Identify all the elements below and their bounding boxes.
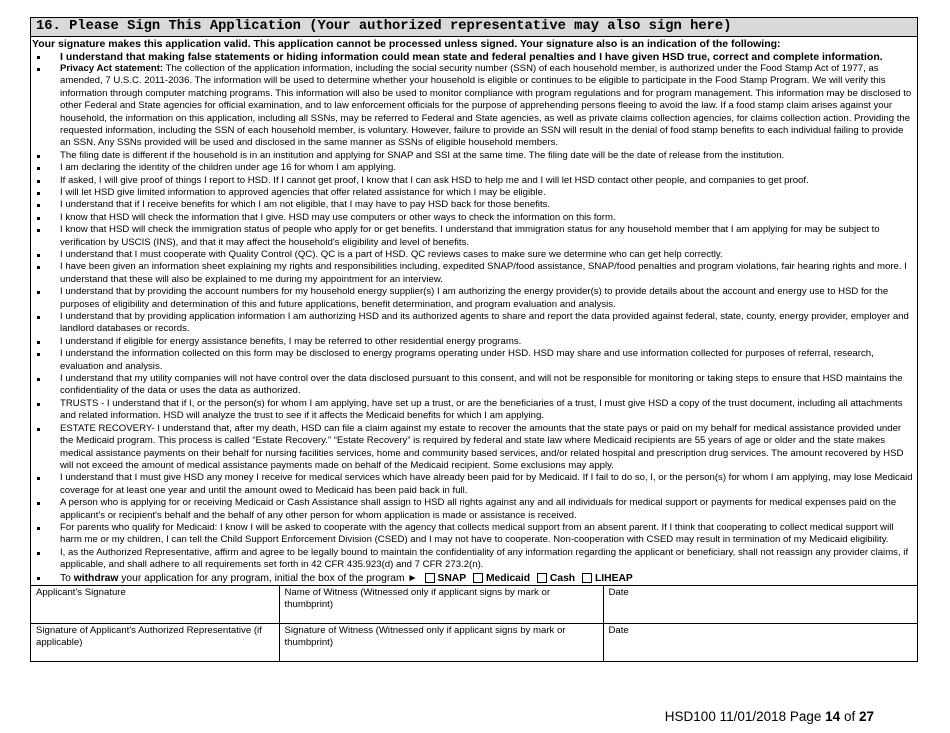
section-title: 16. Please Sign This Application (Your authorized representative may also sign here): [31, 18, 917, 37]
list-item-medical-support: For parents who qualify for Medicaid: I know I will be asked to cooperate with the agency that collects medical support from an absent parent. If I think that cooperating to collect medical support will harm me or my children, I can tell the Child Support Enforcement Division (CSED) and I may not have to cooperate. Non-cooperation with CSED may result in termination of my Medicaid eligibility.: [31, 522, 917, 547]
list-item-check-information: I know that HSD will check the information that I give. HSD may use computers or other ways to check the information on this form.: [31, 212, 917, 224]
list-item-pay-back: I understand that if I receive benefits for which I am not eligible, that I may have to pay HSD back for those benefits.: [31, 199, 917, 211]
medicaid-checkbox[interactable]: [473, 573, 483, 583]
list-item-energy-disclosure: I understand the information collected on this form may be disclosed to energy programs operating under HSD. HSD may share and use information collected for purposes of referral, research, evaluation and analysis.: [31, 348, 917, 373]
withdraw-bold: withdraw: [73, 572, 119, 584]
list-item-data-sharing: I understand that by providing application information I am authorizing HSD and its authorized agents to share and report the data provided against federal, state, county, energy provider, employer and landlord databases or records.: [31, 311, 917, 336]
liheap-checkbox[interactable]: [582, 573, 592, 583]
snap-checkbox[interactable]: [425, 573, 435, 583]
acknowledgement-list: [31, 51, 917, 585]
witness-signature-field[interactable]: Signature of Witness (Witnessed only if applicant signs by mark or thumbprint): [279, 623, 603, 661]
list-item-rights-assignment: A person who is applying for or receiving Medicaid or Cash Assistance shall assign to HSD all rights against any and all individuals for medical support or payments for medical expenses paid on the applicant's or recipient's behalf and the behalf of any other person for whom application is made or assistance is received.: [31, 497, 917, 522]
list-item-authorized-representative: I, as the Authorized Representative, affirm and agree to be legally bound to maintain the confidentiality of any information regarding the applicant or beneficiary, shall not reassign any provider claims, if applicable, and shall adhere to all requirements set forth in 42 CFR 435.923(d) and 7 CFR 273.2(n).: [31, 547, 917, 572]
list-item-medicaid-repayment: I understand that I must give HSD any money I receive for medical services which have already been paid for by Medicaid. If I fail to do so, I, or the person(s) for whom I am applying, may lose Medicaid coverage for at least one year and until the amount owed to Medicaid has been paid back in full.: [31, 472, 917, 497]
representative-signature-field[interactable]: Signature of Applicant's Authorized Representative (if applicable): [31, 623, 279, 661]
list-item-limited-information: I will let HSD give limited information to approved agencies that offer related assistance for which I may be eligible.: [31, 187, 917, 199]
page-footer: [665, 709, 874, 724]
list-item-estate-recovery: ESTATE RECOVERY- I understand that, after my death, HSD can file a claim against my estate to recover the amounts that the state pays or paid on my behalf for medical assistance provided under the Medicaid program. This process is called “Estate Recovery.” “Estate Recovery” is required by federal and state law where Medicaid recipients are 55 years of age or older and the state makes medical assistance payments on their behalf for nursing facilities services, home and community based services, and/or related hospital and prescription drug services. The amount recovered by HSD will not exceed the amount of medical assistance payments made on behalf of the Medicaid recipient. Some exclusions may apply.: [31, 423, 917, 473]
cash-checkbox[interactable]: [537, 573, 547, 583]
form-id: HSD100 11/01/2018 Page: [664, 709, 826, 724]
list-item-utility-control: I understand that my utility companies will not have control over the data disclosed pursuant to this consent, and will not be responsible for monitoring or taking steps to ensure that HSD maintains the confidentiality of the data or uses the data as authorized.: [31, 373, 917, 398]
applicant-signature-field[interactable]: Applicant's Signature: [31, 585, 279, 623]
snap-label: SNAP: [437, 572, 467, 584]
withdraw-post: your application for any program, initial the box of the program: [118, 572, 408, 584]
list-item-trusts: TRUSTS - I understand that if I, or the person(s) for whom I am applying, have set up a trust, or are the beneficiaries of a trust, I must give HSD a copy of the trust document, including all attachments and related information. HSD will analyze the trust to see if it affects the Medicaid benefits for which I am applying.: [31, 398, 917, 423]
witness-name-field[interactable]: Name of Witness (Witnessed only if applicant signs by mark or thumbprint): [279, 585, 603, 623]
liheap-label: LIHEAP: [594, 572, 633, 584]
withdraw-pre: To: [60, 572, 74, 584]
signature-row-applicant: [31, 585, 917, 623]
privacy-act-lead: Privacy Act statement:: [60, 62, 164, 74]
privacy-act-text: The collection of the application information, including the social security number (SSN) of each household member, is authorized under the Food Stamp Act of 1977, as amended, 7 U.S.C. 2011-2036. The information will be used to determine whether your household is eligible or continues to be eligible to participate in the Food Stamp Program. We will verify this information through computer matching programs. This information will also be used to monitor compliance with program regulations and for program management. This information may be disclosed to other Federal and State agencies for official examination, and to law enforcement officials for the purpose of apprehending persons fleeing to avoid the law. If a food stamp claim arises against your household, the information on this application, including all SSNs, may be referred to Federal and State agencies, as well as private claims collection agencies, for claims collection action. Providing the requested information, including the SSN of each household member, is voluntary. However, failure to provide an SSN will result in the denial of food stamp benefits to each individual failing to provide an SSN. Any SSNs provided will be used and disclosed in the same manner as SSNs of eligible household members.: [60, 62, 912, 149]
list-item-energy-referral: I understand if eligible for energy assistance benefits, I may be referred to other residential energy programs.: [31, 336, 917, 348]
list-item-quality-control: I understand that I must cooperate with Quality Control (QC). QC is a part of HSD. QC reviews cases to make sure we determine who can get help correctly.: [31, 249, 917, 261]
arrow-right-icon: ►: [407, 572, 418, 584]
date-field-representative[interactable]: Date: [603, 623, 917, 661]
list-item-filing-date: The filing date is different if the household is in an institution and applying for SNAP and SSI at the same time. The filing date will be the date of release from the institution.: [31, 150, 917, 162]
list-item-proof: If asked, I will give proof of things I report to HSD. If I cannot get proof, I know that I can ask HSD to help me and I will let HSD contact other people, and companies to get proof.: [31, 175, 917, 187]
page-of: of: [840, 709, 859, 724]
medicaid-label: Medicaid: [485, 572, 531, 584]
cash-label: Cash: [549, 572, 576, 584]
signature-table: [31, 585, 917, 661]
signature-section: [30, 17, 918, 662]
list-item-privacy-act: [31, 63, 917, 150]
signature-row-representative: [31, 623, 917, 661]
list-item-false-statements: I understand that making false statements or hiding information could mean state and federal penalties and I have given HSD true, correct and complete information.: [31, 51, 917, 63]
section-intro: Your signature makes this application valid. This application cannot be processed unless signed. Your signature also is an indication of the following:: [32, 38, 781, 50]
page-number: 14: [825, 709, 841, 724]
list-item-immigration-status: I know that HSD will check the immigration status of people who apply for or get benefits. I understand that immigration status for any household member that I am applying for may be subject to verification by USCIS (INS), and that it may affect the household's eligibility and level of benefits.: [31, 224, 917, 249]
list-item-information-sheet: I have been given an information sheet explaining my rights and responsibilities including, expedited SNAP/food assistance, SNAP/food penalties and program violations, fair hearing rights and more. I understand that these will also be explained to me during my appointment for an interview.: [31, 261, 917, 286]
page-total: 27: [858, 709, 874, 724]
list-item-children-identity: I am declaring the identity of the children under age 16 for whom I am applying.: [31, 162, 917, 174]
list-item-energy-account: I understand that by providing the account numbers for my household energy supplier(s) I am authorizing the energy provider(s) to provide details about the account and energy use to HSD for the purposes of eligibility and determination of this and future applications, benefit determination, and program evaluation and analysis.: [31, 286, 917, 311]
date-field-applicant[interactable]: Date: [603, 585, 917, 623]
list-item-withdraw: [31, 572, 917, 585]
